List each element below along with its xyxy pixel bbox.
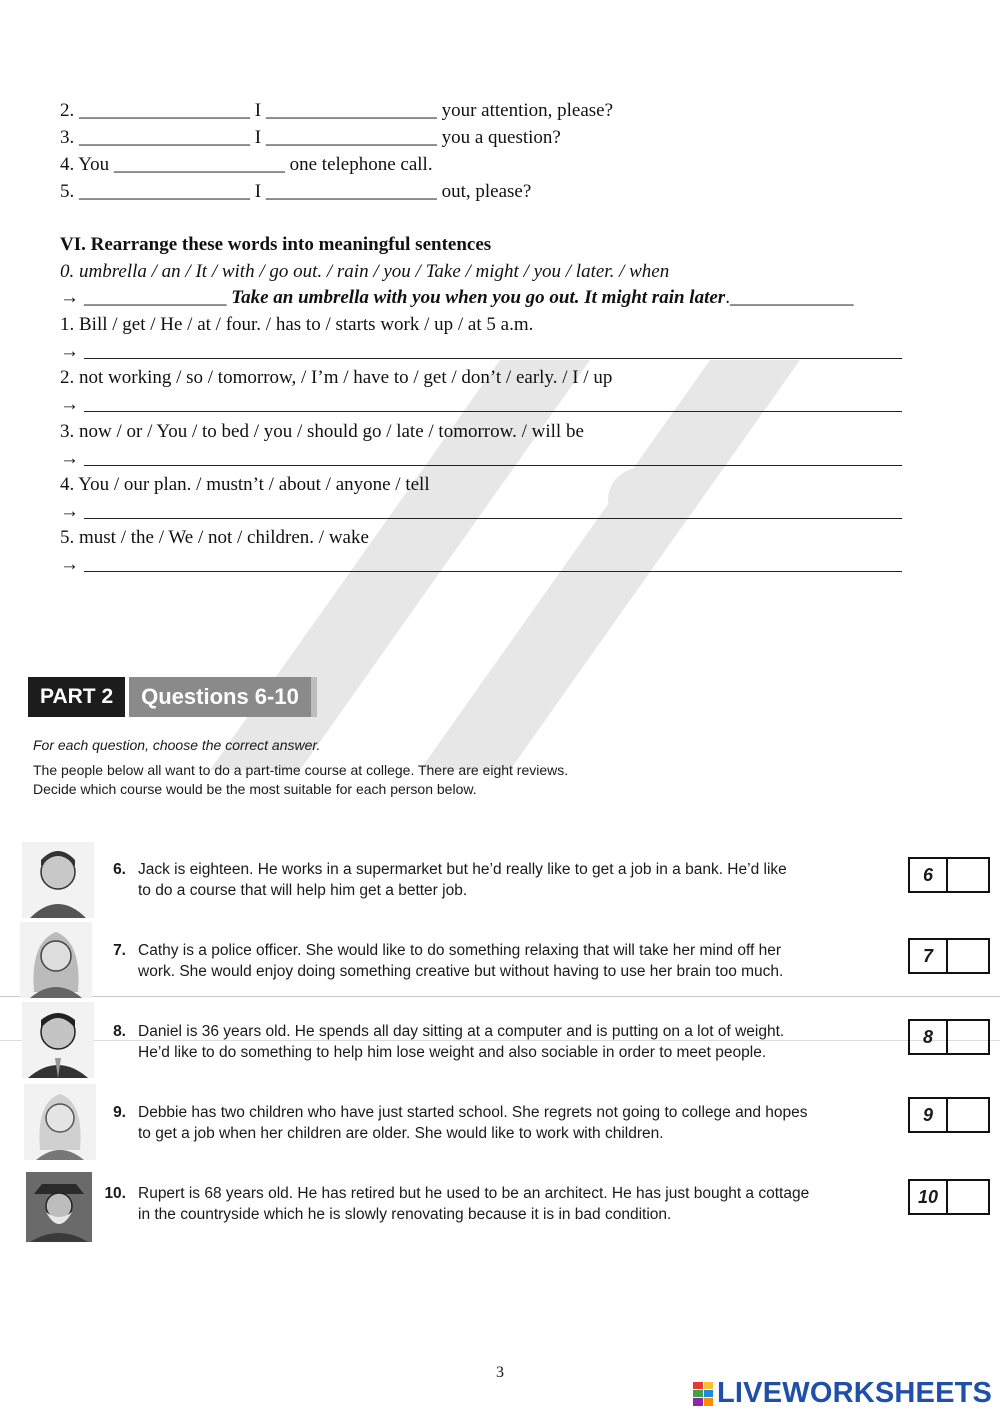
- exercise6-item-prompt: 3. now / or / You / to bed / you / should go / late / tomorrow. / will be: [60, 421, 584, 442]
- answer-box-number: 7: [910, 940, 948, 972]
- exercise6-item-prompt: 2. not working / so / tomorrow, / I’m / have to / get / don’t / early. / I / up: [60, 367, 613, 388]
- liveworksheets-icon: [693, 1382, 713, 1406]
- question-text-line1: Rupert is 68 years old. He has retired but he used to be an architect. He has just bought a cottage: [138, 1185, 810, 1202]
- exercise5-item-3: 3. __________________ I __________________ you a question?: [60, 127, 561, 148]
- avatar-daniel: [22, 1002, 94, 1078]
- answer-line: [60, 341, 84, 363]
- question-6: [100, 859, 880, 903]
- exercise6-item-prompt: 5. must / the / We / not / children. / wake: [60, 527, 369, 548]
- question-number: 9.: [113, 1104, 126, 1121]
- exercise6-example-answer: [60, 287, 853, 309]
- answer-box-10[interactable]: [908, 1179, 990, 1215]
- instruction-2: The people below all want to do a part-time course at college. There are eight reviews.: [33, 762, 569, 778]
- arrow-icon: →: [60, 341, 79, 362]
- answer-input-5[interactable]: [84, 571, 902, 572]
- avatar-cathy: [20, 922, 92, 998]
- question-text-line2: work. She would enjoy doing something creative but without having to use her brain too much.: [138, 963, 784, 980]
- avatar-rupert: [26, 1172, 92, 1242]
- question-7: [100, 940, 880, 984]
- question-10: [96, 1183, 886, 1227]
- question-number: 10.: [104, 1185, 126, 1202]
- question-text-line1: Debbie has two children who have just started school. She regrets not going to college and hopes: [138, 1104, 808, 1121]
- page-number: 3: [496, 1364, 504, 1381]
- arrow-icon: →: [60, 501, 79, 522]
- avatar-jack: [22, 842, 94, 918]
- exercise6-item-prompt: 4. You / our plan. / mustn’t / about / anyone / tell: [60, 474, 430, 495]
- answer-box-8[interactable]: [908, 1019, 990, 1055]
- answer-box-7[interactable]: [908, 938, 990, 974]
- question-text-line1: Cathy is a police officer. She would like to do something relaxing that will take her mind off her: [138, 942, 782, 959]
- question-number: 6.: [113, 861, 126, 878]
- brand-logo: [693, 1377, 992, 1410]
- answer-line: [60, 448, 84, 470]
- answer-input-3[interactable]: [84, 465, 902, 466]
- instruction-1: For each question, choose the correct answer.: [33, 737, 321, 753]
- exercise5-item-4: 4. You __________________ one telephone call.: [60, 154, 433, 175]
- answer-line: [60, 554, 84, 576]
- question-text-line1: Jack is eighteen. He works in a supermarket but he’d really like to get a job in a bank. He’d like: [138, 861, 787, 878]
- exercise6-example-prompt: 0. umbrella / an / It / with / go out. / rain / you / Take / might / you / later. / when: [60, 261, 670, 282]
- question-number: 8.: [113, 1023, 126, 1040]
- answer-input-1[interactable]: [84, 358, 902, 359]
- exercise5-item-5: 5. __________________ I __________________ out, please?: [60, 181, 532, 202]
- answer-box-6[interactable]: [908, 857, 990, 893]
- avatar-debbie: [24, 1084, 96, 1160]
- arrow-icon: →: [60, 448, 79, 469]
- answer-box-number: 9: [910, 1099, 948, 1131]
- answer-input-4[interactable]: [84, 518, 902, 519]
- example-blank-after: ._____________: [725, 287, 854, 308]
- instruction-3: Decide which course would be the most suitable for each person below.: [33, 781, 477, 797]
- answer-box-input[interactable]: [948, 940, 988, 972]
- question-9: [100, 1102, 880, 1146]
- exercise6-item-prompt: 1. Bill / get / He / at / four. / has to / starts work / up / at 5 a.m.: [60, 314, 534, 335]
- answer-box-number: 6: [910, 859, 948, 891]
- part-label: PART 2: [28, 677, 125, 717]
- part2-header: [28, 677, 317, 717]
- arrow-icon: →: [60, 287, 79, 308]
- example-answer-text: Take an umbrella with you when you go out. It might rain later: [231, 287, 726, 308]
- answer-box-number: 8: [910, 1021, 948, 1053]
- question-text-line2: to do a course that will help him get a better job.: [138, 882, 468, 899]
- arrow-icon: →: [60, 394, 79, 415]
- answer-box-9[interactable]: [908, 1097, 990, 1133]
- question-number: 7.: [113, 942, 126, 959]
- question-text-line2: to get a job when her children are older. She would like to work with children.: [138, 1125, 664, 1142]
- question-8: [100, 1021, 880, 1065]
- question-text-line2: He’d like to do something to help him lose weight and also sociable in order to meet people.: [138, 1044, 767, 1061]
- question-text-line2: in the countryside which he is slowly renovating because it is in bad condition.: [138, 1206, 672, 1223]
- answer-box-input[interactable]: [948, 859, 988, 891]
- answer-box-input[interactable]: [948, 1181, 988, 1213]
- answer-line: [60, 501, 84, 523]
- answer-box-input[interactable]: [948, 1021, 988, 1053]
- questions-label: Questions 6-10: [129, 677, 317, 717]
- exercise6-heading: VI. Rearrange these words into meaningful sentences: [60, 234, 492, 255]
- answer-box-number: 10: [910, 1181, 948, 1213]
- arrow-icon: →: [60, 554, 79, 575]
- question-text-line1: Daniel is 36 years old. He spends all day sitting at a computer and is putting on a lot of weight.: [138, 1023, 785, 1040]
- exercise5-item-2: 2. __________________ I __________________ your attention, please?: [60, 100, 614, 121]
- answer-input-2[interactable]: [84, 411, 902, 412]
- scan-line: [0, 996, 1000, 997]
- answer-line: [60, 394, 84, 416]
- example-blank-before: _______________: [84, 287, 227, 308]
- answer-box-input[interactable]: [948, 1099, 988, 1131]
- brand-name: LIVEWORKSHEETS: [717, 1377, 993, 1409]
